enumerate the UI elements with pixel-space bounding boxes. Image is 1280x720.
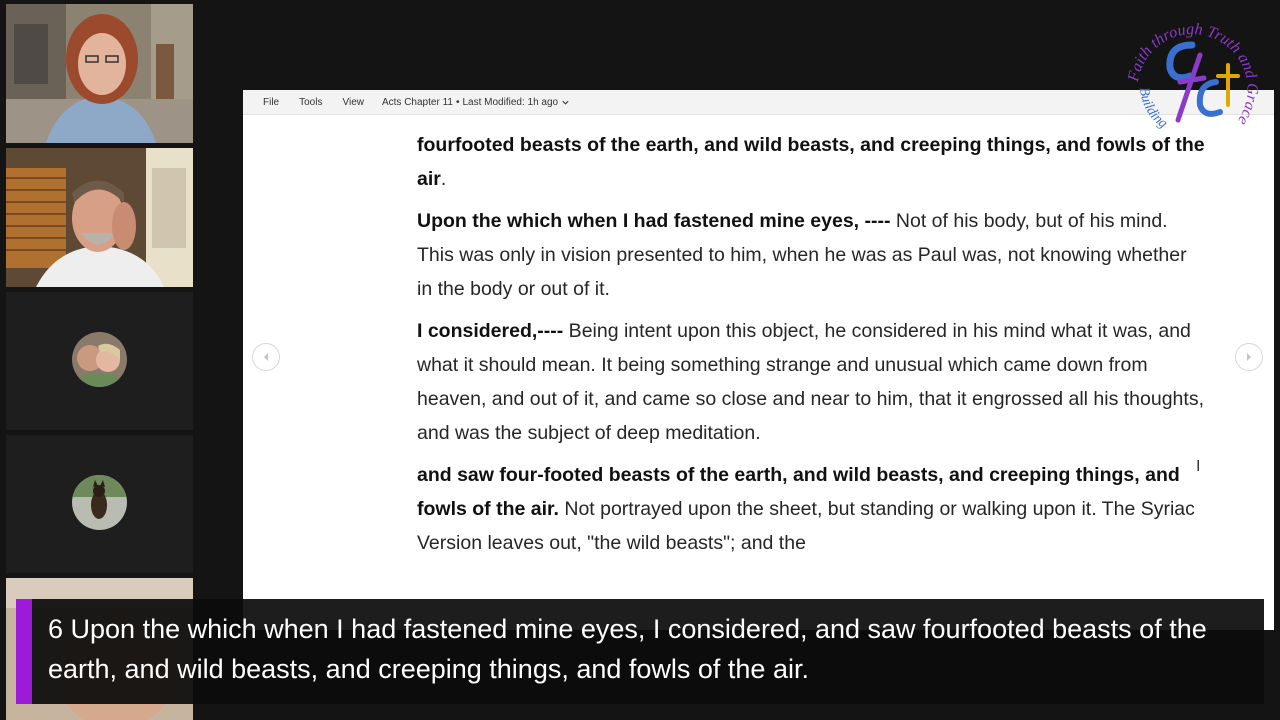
participant-avatar-couple — [72, 332, 127, 387]
paragraph-3-text: Being intent upon this object, he considered in his mind what it was, and what it should mean. It being something strange and unusual which came down from heaven, and out of it, and came so close and near to him, that it engrossed all his thoughts, and was the subject of deep meditation. — [417, 320, 1204, 444]
chevron-left-icon — [260, 351, 272, 363]
document-body — [417, 128, 1207, 568]
participant-avatar-dog — [72, 475, 127, 530]
last-modified: Last Modified: 1h ago — [462, 96, 559, 108]
chevron-right-icon — [1243, 351, 1255, 363]
menu-file[interactable]: File — [263, 96, 280, 108]
title-separator: • — [455, 96, 460, 108]
participant-video-man — [6, 148, 193, 287]
logo-ring-text: Faith through Truth and Grace — [1125, 20, 1261, 129]
menu-tools[interactable]: Tools — [299, 96, 323, 108]
participant-video-woman — [6, 4, 193, 143]
participant-tile-3[interactable] — [6, 292, 193, 430]
text-cursor-icon: I — [1196, 458, 1201, 475]
caption-text: 6 Upon the which when I had fastened mine eyes, I considered, and saw fourfooted beasts of the earth, and wild beasts, and creeping things, and fowls of the air. — [48, 614, 1207, 684]
logo-inner-text: Building — [1135, 86, 1170, 132]
document-viewer — [243, 90, 1274, 630]
caption-accent-bar — [16, 599, 32, 704]
scripture-caption-bar — [16, 599, 1264, 704]
menu-view[interactable]: View — [342, 96, 364, 108]
paragraph-4-text: Not portrayed upon the sheet, but standing or walking upon it. The Syriac Version leaves out, "the wild beasts"; and the — [417, 498, 1195, 554]
participant-tile-2[interactable] — [6, 148, 193, 287]
paragraph-1-text: . — [440, 168, 447, 190]
paragraph-3-bold: I considered,---- — [417, 320, 564, 342]
paragraph-2-bold: Upon the which when I had fastened mine eyes, ---- — [417, 210, 891, 232]
paragraph-1-bold: fourfooted beasts of the earth, and wild beasts, and creeping things, and fowls of the air — [417, 134, 1205, 190]
ministry-logo — [1118, 10, 1268, 150]
next-page-button[interactable] — [1235, 343, 1263, 371]
paragraph-2-text: Not of his body, but of his mind. This was only in vision presented to him, when he was as Paul was, not knowing whether in the body or out of it. — [417, 210, 1187, 300]
paragraph-1 — [417, 128, 1207, 196]
participant-tile-1[interactable] — [6, 4, 193, 143]
paragraph-3 — [417, 314, 1207, 450]
document-title-dropdown[interactable] — [374, 97, 570, 108]
paragraph-4-bold: and saw four-footed beasts of the earth, and wild beasts, and creeping things, and fowls of the air. — [417, 464, 1180, 520]
svg-text:Building — [1136, 86, 1170, 131]
paragraph-2 — [417, 204, 1207, 306]
document-title: Acts Chapter 11 — [381, 96, 453, 108]
paragraph-4 — [417, 458, 1207, 560]
participant-tile-4[interactable] — [6, 435, 193, 573]
previous-page-button[interactable] — [252, 343, 280, 371]
chevron-down-icon — [561, 98, 570, 107]
